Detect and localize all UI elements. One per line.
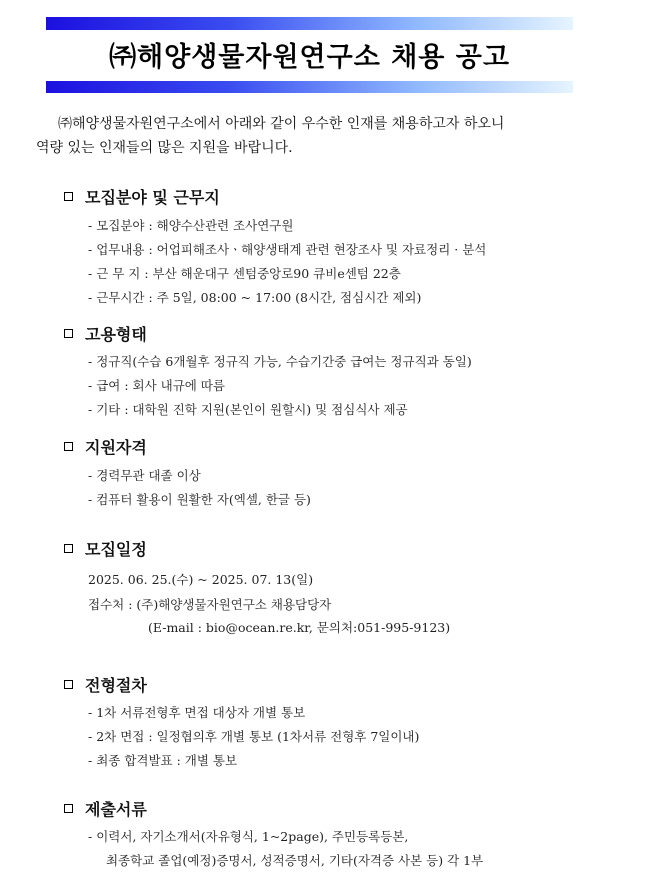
list-item: - 정규직(수습 6개월후 정규직 가능, 수습기간중 급여는 정규직과 동일) (88, 354, 472, 369)
section-heading-qualifications: 지원자격 (64, 435, 147, 458)
list-item: - 기타 : 대학원 진학 지원(본인이 원할시) 및 점심식사 제공 (88, 402, 408, 417)
recruitment-list (88, 214, 486, 310)
title-bar-top (46, 17, 573, 30)
section-heading-recruitment: 모집분야 및 근무지 (64, 185, 220, 208)
square-bullet-icon (64, 442, 73, 451)
section-heading-employment-type: 고용형태 (64, 322, 147, 345)
square-bullet-icon (64, 192, 73, 201)
intro-line-2: 역량 있는 인재들의 많은 지원을 바랍니다. (36, 140, 293, 156)
list-item: - 근무시간 : 주 5일, 08:00 ~ 17:00 (8시간, 점심시간 제외) (88, 290, 422, 305)
list-item: - 업무내용 : 어업피해조사ㆍ해양생태계 관련 현장조사 및 자료정리 · 분석 (88, 242, 487, 257)
page-title: ㈜해양생물자원연구소 채용 공고 (109, 42, 510, 73)
schedule-dates: 2025. 06. 25.(수) ~ 2025. 07. 13(일) (88, 572, 314, 587)
list-item: - 경력무관 대졸 이상 (88, 468, 201, 483)
section-heading-documents: 제출서류 (64, 797, 147, 820)
list-item: 최종학교 졸업(예정)증명서, 성적증명서, 기타(자격증 사본 등) 각 1부 (106, 853, 484, 868)
employment-list (88, 350, 472, 422)
list-item: - 근 무 지 : 부산 해운대구 센텀중앙로90 큐비e센텀 22층 (88, 266, 401, 281)
list-item: - 2차 면접 : 일정협의후 개별 통보 (1차서류 전형후 7일이내) (88, 729, 420, 744)
list-item: - 모집분야 : 해양수산관련 조사연구원 (88, 218, 294, 233)
list-item: - 급여 : 회사 내규에 따름 (88, 378, 225, 393)
documents-list (88, 825, 483, 873)
intro-line-1: ㈜해양생물자원연구소에서 아래와 같이 우수한 인재를 채용하고자 하오니 (58, 116, 505, 132)
section-heading-process: 전형절차 (64, 673, 147, 696)
list-item: - 컴퓨터 활용이 원활한 자(엑셀, 한글 등) (88, 492, 311, 507)
list-item: - 이력서, 자기소개서(자유형식, 1~2page), 주민등록등본, (88, 829, 409, 844)
list-item: - 1차 서류전형후 면접 대상자 개별 통보 (88, 705, 306, 720)
qualifications-list (88, 464, 311, 512)
title-bar-bottom (46, 81, 573, 93)
receiver-text: 접수처 : (주)해양생물자원연구소 채용담당자 (88, 597, 332, 612)
list-item: - 최종 합격발표 : 개별 통보 (88, 753, 238, 768)
square-bullet-icon (64, 680, 73, 689)
section-heading-schedule: 모집일정 (64, 537, 147, 560)
intro-paragraph (36, 112, 598, 160)
square-bullet-icon (64, 329, 73, 338)
square-bullet-icon (64, 804, 73, 813)
square-bullet-icon (64, 544, 73, 553)
process-list (88, 701, 419, 773)
contact-text: (E-mail : bio@ocean.re.kr, 문의처:051-995-9123) (148, 620, 451, 635)
